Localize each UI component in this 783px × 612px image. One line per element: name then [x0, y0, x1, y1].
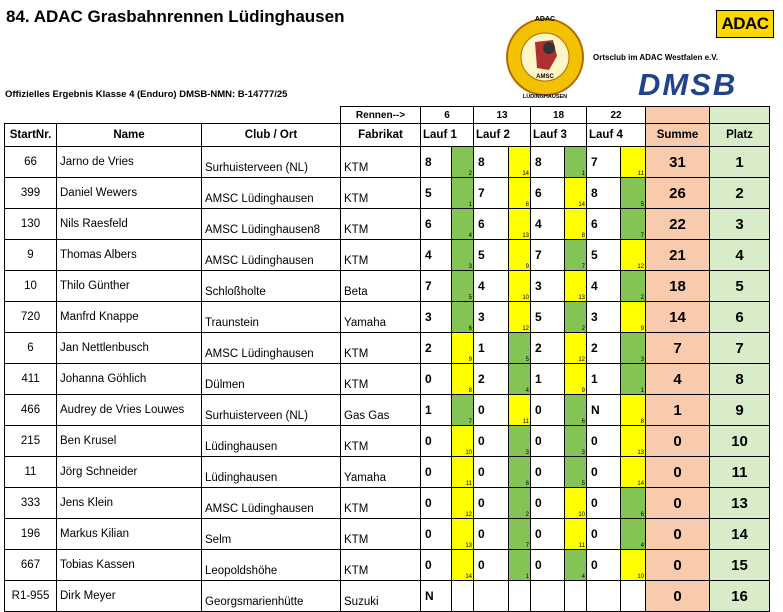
lauf-position-cell: 11: [621, 147, 646, 178]
summe-cell: 22: [646, 209, 710, 240]
lauf-points-cell: N: [421, 581, 452, 612]
rider-name-cell: Ben Krusel: [57, 426, 202, 457]
column-header-row: [5, 124, 770, 147]
lauf-position-cell: 4: [621, 519, 646, 550]
start-number-cell: R1-955: [5, 581, 57, 612]
lauf-position-cell: 5: [452, 271, 474, 302]
fabrikat-cell: KTM: [341, 488, 421, 519]
lauf-position-cell: [509, 581, 531, 612]
lauf-position-cell: 1: [565, 147, 587, 178]
summe-cell: 21: [646, 240, 710, 271]
platz-cell: 4: [710, 240, 770, 271]
lauf-position-cell: 9: [452, 333, 474, 364]
lauf-points-cell: 6: [531, 178, 565, 209]
lauf-points-cell: 0: [421, 550, 452, 581]
lauf-position-cell: 13: [621, 426, 646, 457]
platz-cell: 9: [710, 395, 770, 426]
platz-cell: 13: [710, 488, 770, 519]
rider-name-cell: Audrey de Vries Louwes: [57, 395, 202, 426]
start-number-cell: 720: [5, 302, 57, 333]
lauf-position-cell: 8: [452, 364, 474, 395]
lauf-position-cell: 7: [565, 240, 587, 271]
lauf-position-cell: 4: [509, 364, 531, 395]
lauf-points-cell: N: [587, 395, 621, 426]
lauf-points-cell: 6: [587, 209, 621, 240]
lauf-position-cell: 13: [509, 209, 531, 240]
table-row: [5, 333, 770, 364]
column-header-club: Club / Ort: [202, 124, 341, 147]
table-row: [5, 302, 770, 333]
column-header-lauf: Lauf 2: [474, 124, 531, 147]
lauf-points-cell: 4: [531, 209, 565, 240]
page-title: 84. ADAC Grasbahnrennen Lüdinghausen: [6, 7, 345, 26]
lauf-position-cell: 3: [621, 333, 646, 364]
lauf-points-cell: 0: [531, 426, 565, 457]
fabrikat-cell: KTM: [341, 519, 421, 550]
table-row: [5, 550, 770, 581]
header: [0, 0, 783, 103]
lauf-points-cell: 3: [531, 271, 565, 302]
lauf-points-cell: 0: [531, 488, 565, 519]
rennen-row: [5, 107, 770, 124]
rider-name-cell: Jan Nettlenbusch: [57, 333, 202, 364]
platz-cell: 2: [710, 178, 770, 209]
lauf-points-cell: 0: [474, 395, 509, 426]
table-row: [5, 457, 770, 488]
lauf-position-cell: 10: [565, 488, 587, 519]
club-cell: AMSC Lüdinghausen: [202, 333, 341, 364]
platz-cell: 5: [710, 271, 770, 302]
column-header-name: Name: [57, 124, 202, 147]
summe-cell: 0: [646, 457, 710, 488]
lauf-points-cell: 0: [531, 395, 565, 426]
table-row: [5, 364, 770, 395]
lauf-position-cell: 7: [509, 519, 531, 550]
table-row: [5, 488, 770, 519]
start-number-cell: 667: [5, 550, 57, 581]
lauf-points-cell: 0: [531, 457, 565, 488]
start-number-cell: 411: [5, 364, 57, 395]
emblem-bottom-text: LÜDINGHAUSEN: [522, 94, 568, 100]
summe-cell: 31: [646, 147, 710, 178]
emblem-top-text: ADAC: [534, 16, 556, 23]
table-row: [5, 240, 770, 271]
rider-name-cell: Nils Raesfeld: [57, 209, 202, 240]
lauf-points-cell: 0: [474, 426, 509, 457]
lauf-position-cell: 9: [509, 240, 531, 271]
adac-logo: ADAC: [716, 10, 774, 38]
lauf-points-cell: 4: [421, 240, 452, 271]
lauf-position-cell: 14: [452, 550, 474, 581]
lauf-position-cell: 9: [565, 364, 587, 395]
lauf-points-cell: 7: [587, 147, 621, 178]
table-row: [5, 178, 770, 209]
summe-cell: 7: [646, 333, 710, 364]
lauf-position-cell: 3: [452, 240, 474, 271]
lauf-points-cell: 1: [587, 364, 621, 395]
lauf-position-cell: 11: [509, 395, 531, 426]
start-number-cell: 9: [5, 240, 57, 271]
club-cell: AMSC Lüdinghausen: [202, 240, 341, 271]
lauf-points-cell: 3: [474, 302, 509, 333]
column-header-lauf: Lauf 1: [421, 124, 474, 147]
start-number-cell: 11: [5, 457, 57, 488]
club-cell: Dülmen: [202, 364, 341, 395]
fabrikat-cell: KTM: [341, 240, 421, 271]
lauf-position-cell: 6: [452, 302, 474, 333]
summe-cell: 4: [646, 364, 710, 395]
lauf-points-cell: 0: [531, 519, 565, 550]
emblem-center-text: AMSC: [536, 74, 554, 80]
lauf-points-cell: 0: [421, 488, 452, 519]
column-header-startnr: StartNr.: [5, 124, 57, 147]
platz-cell: 14: [710, 519, 770, 550]
table-row: [5, 209, 770, 240]
lauf-position-cell: 1: [452, 178, 474, 209]
lauf-position-cell: 6: [621, 488, 646, 519]
club-cell: Georgsmarienhütte: [202, 581, 341, 612]
lauf-points-cell: 0: [587, 457, 621, 488]
table-row: [5, 426, 770, 457]
lauf-position-cell: 6: [565, 395, 587, 426]
summe-cell: 0: [646, 426, 710, 457]
platz-cell: 16: [710, 581, 770, 612]
result-subtitle: Offizielles Ergebnis Klasse 4 (Enduro) DMSB-NMN: B-14777/25: [5, 89, 288, 100]
start-number-cell: 399: [5, 178, 57, 209]
lauf-position-cell: 12: [452, 488, 474, 519]
platz-cell: 3: [710, 209, 770, 240]
column-header-platz: Platz: [710, 124, 770, 147]
club-cell: AMSC Lüdinghausen: [202, 488, 341, 519]
summe-cell: 0: [646, 488, 710, 519]
lauf-points-cell: 0: [587, 550, 621, 581]
lauf-points-cell: 2: [587, 333, 621, 364]
rennen-label: Rennen-->: [341, 107, 421, 124]
lauf-position-cell: 10: [452, 426, 474, 457]
summe-cell: 0: [646, 519, 710, 550]
lauf-points-cell: [587, 581, 621, 612]
start-number-cell: 333: [5, 488, 57, 519]
fabrikat-cell: KTM: [341, 426, 421, 457]
platz-cell: 15: [710, 550, 770, 581]
platz-cell: 7: [710, 333, 770, 364]
club-cell: Leopoldshöhe: [202, 550, 341, 581]
dmsb-logo: DMSB: [638, 67, 738, 102]
lauf-points-cell: 8: [587, 178, 621, 209]
start-number-cell: 130: [5, 209, 57, 240]
club-cell: Lüdinghausen: [202, 426, 341, 457]
table-row: [5, 519, 770, 550]
lauf-points-cell: 0: [474, 457, 509, 488]
lauf-points-cell: 6: [474, 209, 509, 240]
column-header-fabrikat: Fabrikat: [341, 124, 421, 147]
lauf-points-cell: 8: [531, 147, 565, 178]
lauf-points-cell: 0: [474, 488, 509, 519]
lauf-position-cell: 14: [565, 178, 587, 209]
summe-cell: 26: [646, 178, 710, 209]
summe-cell: 1: [646, 395, 710, 426]
rennen-number: 13: [474, 107, 531, 124]
start-number-cell: 466: [5, 395, 57, 426]
lauf-position-cell: 10: [509, 271, 531, 302]
lauf-points-cell: 1: [531, 364, 565, 395]
lauf-position-cell: 2: [621, 271, 646, 302]
lauf-points-cell: 4: [474, 271, 509, 302]
column-header-lauf: Lauf 3: [531, 124, 587, 147]
lauf-points-cell: 1: [421, 395, 452, 426]
amsc-emblem-logo: [505, 12, 585, 102]
rider-name-cell: Dirk Meyer: [57, 581, 202, 612]
table-row: [5, 581, 770, 612]
rider-name-cell: Jarno de Vries: [57, 147, 202, 178]
lauf-points-cell: 0: [421, 457, 452, 488]
lauf-position-cell: 5: [565, 457, 587, 488]
lauf-position-cell: 7: [452, 395, 474, 426]
club-cell: Traunstein: [202, 302, 341, 333]
lauf-points-cell: 2: [531, 333, 565, 364]
summe-cell: 0: [646, 581, 710, 612]
ortsclub-text: Ortsclub im ADAC Westfalen e.V.: [593, 53, 719, 62]
lauf-position-cell: 4: [565, 550, 587, 581]
rider-name-cell: Manfrd Knappe: [57, 302, 202, 333]
column-header-summe: Summe: [646, 124, 710, 147]
club-cell: Selm: [202, 519, 341, 550]
club-cell: Surhuisterveen (NL): [202, 147, 341, 178]
fabrikat-cell: Yamaha: [341, 457, 421, 488]
rider-name-cell: Jörg Schneider: [57, 457, 202, 488]
lauf-points-cell: 0: [587, 519, 621, 550]
lauf-points-cell: 7: [421, 271, 452, 302]
platz-cell: 6: [710, 302, 770, 333]
fabrikat-cell: Gas Gas: [341, 395, 421, 426]
lauf-position-cell: 2: [509, 488, 531, 519]
rider-name-cell: Thilo Günther: [57, 271, 202, 302]
summe-cell: 18: [646, 271, 710, 302]
lauf-points-cell: 1: [474, 333, 509, 364]
lauf-position-cell: 3: [565, 426, 587, 457]
rider-name-cell: Johanna Göhlich: [57, 364, 202, 395]
lauf-points-cell: 7: [531, 240, 565, 271]
lauf-points-cell: 0: [587, 426, 621, 457]
lauf-points-cell: 7: [474, 178, 509, 209]
fabrikat-cell: KTM: [341, 147, 421, 178]
lauf-points-cell: 8: [421, 147, 452, 178]
fabrikat-cell: Beta: [341, 271, 421, 302]
lauf-position-cell: 8: [621, 395, 646, 426]
start-number-cell: 10: [5, 271, 57, 302]
fabrikat-cell: KTM: [341, 550, 421, 581]
lauf-position-cell: 13: [565, 271, 587, 302]
lauf-position-cell: 6: [509, 457, 531, 488]
lauf-points-cell: 0: [421, 519, 452, 550]
table-row: [5, 147, 770, 178]
lauf-position-cell: 14: [509, 147, 531, 178]
lauf-position-cell: [565, 581, 587, 612]
club-cell: Schloßholte: [202, 271, 341, 302]
lauf-position-cell: 8: [509, 178, 531, 209]
lauf-position-cell: 3: [509, 426, 531, 457]
lauf-position-cell: [452, 581, 474, 612]
club-cell: Surhuisterveen (NL): [202, 395, 341, 426]
lauf-points-cell: 8: [474, 147, 509, 178]
rennen-number: 22: [587, 107, 646, 124]
lauf-position-cell: 12: [509, 302, 531, 333]
lauf-points-cell: 0: [587, 488, 621, 519]
results-table: [4, 106, 770, 612]
lauf-position-cell: 1: [509, 550, 531, 581]
lauf-points-cell: 5: [421, 178, 452, 209]
fabrikat-cell: Yamaha: [341, 302, 421, 333]
club-cell: AMSC Lüdinghausen: [202, 178, 341, 209]
lauf-position-cell: 8: [565, 209, 587, 240]
lauf-points-cell: 2: [421, 333, 452, 364]
fabrikat-cell: KTM: [341, 333, 421, 364]
lauf-position-cell: [621, 581, 646, 612]
rider-name-cell: Tobias Kassen: [57, 550, 202, 581]
lauf-position-cell: 2: [565, 302, 587, 333]
start-number-cell: 215: [5, 426, 57, 457]
platz-cell: 11: [710, 457, 770, 488]
rennen-number: 6: [421, 107, 474, 124]
fabrikat-cell: KTM: [341, 209, 421, 240]
lauf-points-cell: 5: [587, 240, 621, 271]
fabrikat-cell: KTM: [341, 364, 421, 395]
rider-name-cell: Daniel Wewers: [57, 178, 202, 209]
lauf-position-cell: 9: [621, 302, 646, 333]
lauf-points-cell: 4: [587, 271, 621, 302]
start-number-cell: 196: [5, 519, 57, 550]
platz-cell: 1: [710, 147, 770, 178]
start-number-cell: 6: [5, 333, 57, 364]
rider-name-cell: Markus Kilian: [57, 519, 202, 550]
fabrikat-cell: Suzuki: [341, 581, 421, 612]
lauf-position-cell: 11: [452, 457, 474, 488]
lauf-points-cell: 5: [474, 240, 509, 271]
lauf-position-cell: 2: [452, 147, 474, 178]
lauf-points-cell: [474, 581, 509, 612]
lauf-position-cell: 5: [509, 333, 531, 364]
lauf-position-cell: 1: [621, 364, 646, 395]
rider-name-cell: Thomas Albers: [57, 240, 202, 271]
platz-cell: 8: [710, 364, 770, 395]
lauf-points-cell: 0: [531, 550, 565, 581]
platz-cell: 10: [710, 426, 770, 457]
table-row: [5, 271, 770, 302]
lauf-points-cell: [531, 581, 565, 612]
lauf-position-cell: 14: [621, 457, 646, 488]
lauf-position-cell: 4: [452, 209, 474, 240]
club-cell: Lüdinghausen: [202, 457, 341, 488]
lauf-points-cell: 3: [587, 302, 621, 333]
fabrikat-cell: KTM: [341, 178, 421, 209]
lauf-position-cell: 10: [621, 550, 646, 581]
summe-cell: 14: [646, 302, 710, 333]
lauf-position-cell: 12: [565, 333, 587, 364]
lauf-points-cell: 2: [474, 364, 509, 395]
lauf-points-cell: 3: [421, 302, 452, 333]
rennen-number: 18: [531, 107, 587, 124]
table-row: [5, 395, 770, 426]
start-number-cell: 66: [5, 147, 57, 178]
lauf-position-cell: 13: [452, 519, 474, 550]
lauf-position-cell: 12: [621, 240, 646, 271]
lauf-points-cell: 0: [474, 550, 509, 581]
club-cell: AMSC Lüdinghausen8: [202, 209, 341, 240]
lauf-position-cell: 5: [621, 178, 646, 209]
lauf-points-cell: 0: [421, 426, 452, 457]
summe-cell: 0: [646, 550, 710, 581]
lauf-points-cell: 0: [474, 519, 509, 550]
lauf-position-cell: 11: [565, 519, 587, 550]
lauf-points-cell: 6: [421, 209, 452, 240]
column-header-lauf: Lauf 4: [587, 124, 646, 147]
lauf-position-cell: 7: [621, 209, 646, 240]
rider-name-cell: Jens Klein: [57, 488, 202, 519]
lauf-points-cell: 5: [531, 302, 565, 333]
lauf-points-cell: 0: [421, 364, 452, 395]
